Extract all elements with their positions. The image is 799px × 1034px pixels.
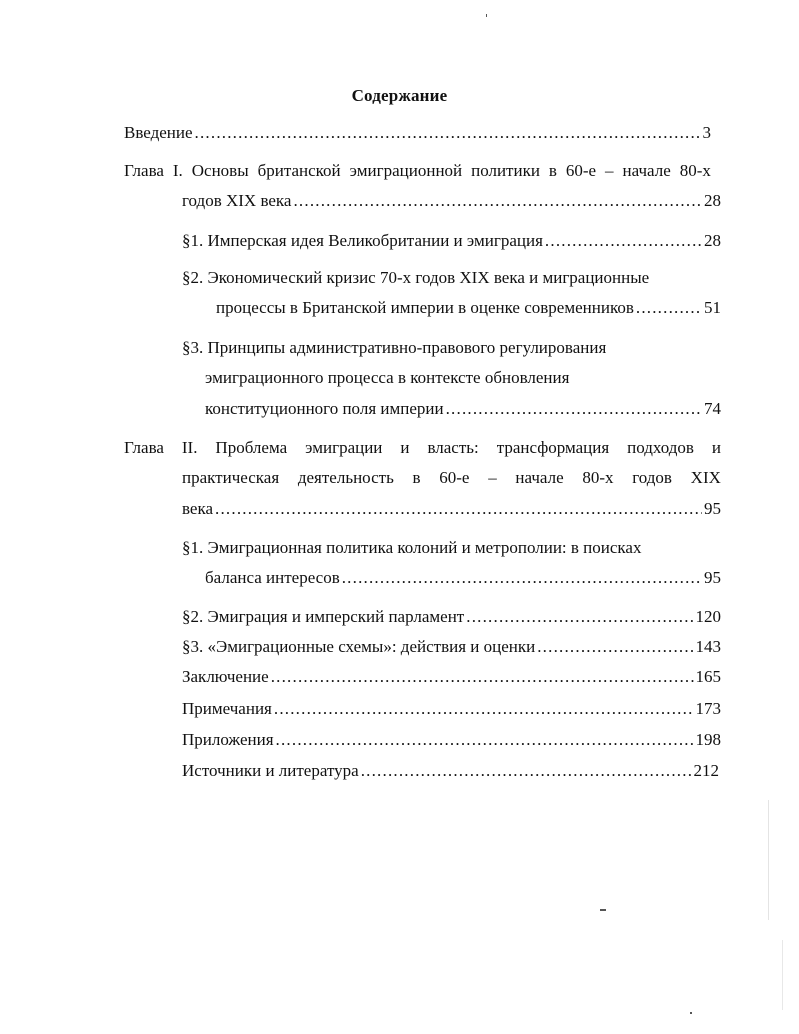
leader-dots: [195, 123, 701, 143]
leader-dots: [361, 761, 692, 781]
toc-entry-intro[interactable]: [124, 123, 711, 143]
toc-entry-text: §1. Имперская идея Великобритании и эмиграция: [182, 231, 543, 250]
scan-speck: [690, 1012, 692, 1014]
leader-dots: [537, 637, 693, 657]
toc-page-number: 3: [702, 123, 711, 142]
toc-ch2-section-2[interactable]: [182, 607, 721, 627]
word: 60-е: [439, 468, 470, 487]
toc-entry-text: баланса интересов: [205, 568, 340, 587]
toc-entry-text: века: [182, 499, 214, 518]
toc-entry-text: Источники и литература: [182, 761, 359, 780]
word: политики: [471, 161, 540, 180]
word: I.: [172, 161, 183, 180]
word: годов: [632, 468, 672, 487]
leader-dots: [636, 298, 702, 318]
leader-dots: [545, 231, 702, 251]
toc-ch1-section-2-line1[interactable]: §2. Экономический кризис 70-х годов XIX века и миграционные: [182, 268, 650, 287]
word: подходов: [627, 438, 694, 457]
toc-ch2-section-1-line2[interactable]: [205, 568, 721, 588]
toc-chapter-1-heading[interactable]: [124, 161, 711, 181]
toc-entry-sources[interactable]: [182, 761, 719, 781]
toc-ch1-section-2-line2[interactable]: [216, 298, 721, 318]
toc-ch1-section-3-line3[interactable]: [205, 399, 721, 419]
word: практическая: [182, 468, 280, 487]
word: 80-х: [582, 468, 614, 487]
toc-ch1-section-3-line1[interactable]: §3. Принципы административно-правового регулирования: [182, 338, 607, 357]
toc-chapter-2-line2[interactable]: [182, 468, 721, 488]
word: трансформация: [496, 438, 610, 457]
scan-speck: [600, 909, 606, 911]
toc-entry-text: конституционного поля империи: [205, 399, 444, 418]
scan-speck: [782, 940, 783, 1010]
word: Основы: [191, 161, 249, 180]
toc-entry-text: годов XIX века: [182, 191, 292, 210]
leader-dots: [342, 568, 702, 588]
toc-page-number: 95: [704, 499, 721, 518]
word: в: [412, 468, 421, 487]
toc-entry-text: Примечания: [182, 699, 272, 718]
toc-entry-appendix[interactable]: [182, 730, 721, 750]
word: эмиграции: [305, 438, 383, 457]
word: деятельность: [297, 468, 394, 487]
word: 60-е: [565, 161, 597, 180]
toc-ch2-section-1-line1[interactable]: §1. Эмиграционная политика колоний и метрополии: в поисках: [182, 538, 642, 557]
leader-dots: [271, 667, 694, 687]
word: Глава: [124, 438, 164, 457]
word: и: [711, 438, 721, 457]
word: –: [488, 468, 497, 487]
leader-dots: [293, 191, 702, 211]
toc-page-number: 143: [695, 637, 721, 656]
word: XIX: [690, 468, 721, 487]
scan-speck: [486, 14, 487, 17]
word: начале: [515, 468, 564, 487]
toc-entry-text: §3. «Эмиграционные схемы»: действия и оценки: [182, 637, 536, 656]
toc-ch2-section-3[interactable]: [182, 637, 721, 657]
toc-entry-text: §2. Эмиграция и имперский парламент: [182, 607, 465, 626]
word: Проблема: [215, 438, 288, 457]
toc-page-number: 28: [704, 231, 721, 250]
toc-page-number: 28: [704, 191, 721, 210]
word: власть:: [427, 438, 479, 457]
toc-ch1-section-1[interactable]: [182, 231, 721, 251]
leader-dots: [466, 607, 693, 627]
toc-chapter-2-heading[interactable]: [124, 438, 721, 458]
toc-ch1-section-3-line2[interactable]: эмиграционного процесса в контексте обновления: [205, 368, 570, 387]
toc-entry-text: Заключение: [182, 667, 269, 686]
word: 80-х: [679, 161, 711, 180]
toc-page-number: 198: [695, 730, 721, 749]
toc-page-number: 165: [695, 667, 721, 686]
leader-dots: [276, 730, 694, 750]
leader-dots: [274, 699, 694, 719]
scan-speck: [768, 800, 769, 920]
toc-page-number: 120: [695, 607, 721, 626]
toc-page-number: 74: [704, 399, 721, 418]
leader-dots: [215, 499, 702, 519]
toc-page-number: 212: [693, 761, 719, 780]
toc-entry-notes[interactable]: [182, 699, 721, 719]
toc-chapter-1-continuation[interactable]: [182, 191, 721, 211]
toc-entry-conclusion[interactable]: [182, 667, 721, 687]
word: Глава: [124, 161, 164, 180]
toc-entry-text: процессы в Британской империи в оценке современников: [216, 298, 634, 317]
word: II.: [181, 438, 198, 457]
toc-page-number: 51: [704, 298, 721, 317]
leader-dots: [446, 399, 702, 419]
word: и: [400, 438, 410, 457]
page-title: Содержание: [351, 86, 448, 105]
word: британской: [257, 161, 341, 180]
toc-page-number: 95: [704, 568, 721, 587]
toc-page-number: 173: [695, 699, 721, 718]
word: начале: [622, 161, 671, 180]
toc-chapter-2-line3[interactable]: [182, 499, 721, 519]
toc-entry-text: Введение: [124, 123, 193, 142]
word: эмиграционной: [349, 161, 463, 180]
word: –: [605, 161, 614, 180]
word: в: [548, 161, 557, 180]
toc-entry-text: Приложения: [182, 730, 274, 749]
